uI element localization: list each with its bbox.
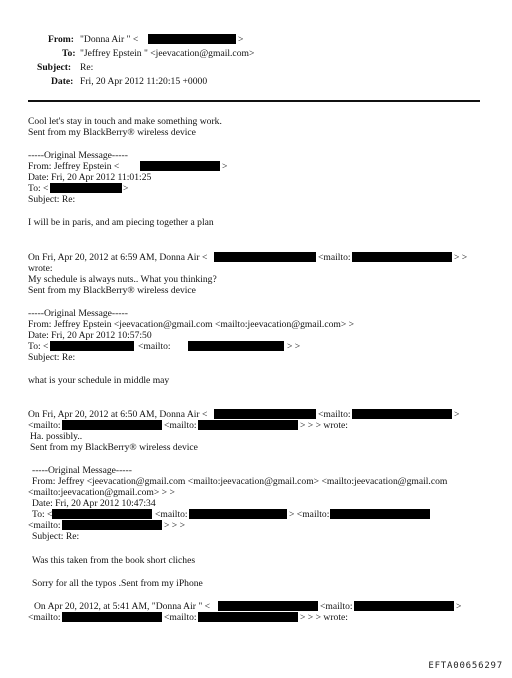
body-line: <mailto:: [138, 341, 171, 352]
body-line: Date: Fri, 20 Apr 2012 10:57:50: [28, 330, 152, 341]
body-line: I will be in paris, and am piecing together a plan: [28, 217, 214, 228]
body-line: On Fri, Apr 20, 2012 at 6:59 AM, Donna Air <: [28, 252, 208, 263]
body-line: <mailto:: [28, 612, 61, 623]
body-line: <mailto:: [28, 420, 61, 431]
body-line: <mailto:jeevacation@gmail.com> > >: [28, 487, 175, 498]
original-message-marker: -----Original Message-----: [28, 150, 128, 161]
body-line: Subject: Re:: [32, 531, 80, 542]
body-line: To: <: [32, 509, 53, 520]
redaction-box: [214, 252, 316, 262]
redaction-box: [140, 161, 220, 171]
date-label: Date:: [51, 76, 74, 87]
body-line: To: <: [28, 183, 49, 194]
original-message-marker: -----Original Message-----: [32, 465, 132, 476]
body-line: Subject: Re:: [28, 352, 76, 363]
redaction-box: [52, 509, 152, 519]
subject-value: Re:: [80, 62, 94, 73]
redaction-box: [214, 409, 316, 419]
body-line: From: Jeffrey Epstein <jeevacation@gmail.com <mailto:jeevacation@gmail.com> >: [28, 319, 355, 330]
redaction-box: [352, 409, 452, 419]
body-line: > > > wrote:: [300, 420, 348, 431]
body-line: Sent from my BlackBerry® wireless device: [28, 127, 196, 138]
body-line: Ha. possibly..: [30, 431, 83, 442]
body-line: <mailto:: [318, 252, 351, 263]
body-line: Cool let's stay in touch and make something work.: [28, 116, 222, 127]
body-line: Sorry for all the typos .Sent from my iPhone: [32, 578, 203, 589]
body-line: <mailto:: [320, 601, 353, 612]
body-line: wrote:: [28, 263, 53, 274]
from-label: From:: [48, 34, 74, 45]
redaction-box: [148, 34, 236, 44]
redaction-box: [198, 612, 298, 622]
redaction-box: [62, 520, 162, 530]
body-line: <mailto:: [28, 520, 61, 531]
body-line: > > >: [164, 520, 186, 531]
redaction-box: [330, 509, 430, 519]
from-value: "Donna Air " <: [80, 34, 139, 45]
redaction-box: [62, 612, 162, 622]
body-line: > > > wrote:: [300, 612, 348, 623]
redaction-box: [188, 341, 284, 351]
body-line: Date: Fri, 20 Apr 2012 10:47:34: [32, 498, 156, 509]
body-line: <mailto:: [155, 509, 188, 520]
redaction-box: [198, 420, 298, 430]
subject-label: Subject:: [37, 62, 72, 73]
redaction-box: [62, 420, 162, 430]
body-line: From: Jeffrey Epstein <: [28, 161, 120, 172]
body-line: From: Jeffrey <jeevacation@gmail.com <mailto:jeevacation@gmail.com> <mailto:jeevacation@gmail.com: [32, 476, 448, 487]
body-line: > <mailto:: [289, 509, 330, 520]
document-id: EFTA00656297: [428, 661, 503, 671]
to-value: "Jeffrey Epstein " <jeevacation@gmail.com>: [80, 48, 255, 59]
original-message-marker: -----Original Message-----: [28, 308, 128, 319]
redaction-box: [352, 252, 452, 262]
body-line: <mailto:: [318, 409, 351, 420]
body-line: what is your schedule in middle may: [28, 375, 170, 386]
header-divider: [28, 100, 480, 102]
redaction-box: [189, 509, 287, 519]
body-line: On Apr 20, 2012, at 5:41 AM, "Donna Air " <: [34, 601, 211, 612]
redaction-box: [218, 601, 318, 611]
body-line: Was this taken from the book short cliches: [32, 555, 196, 566]
body-line: Subject: Re:: [28, 194, 76, 205]
body-line: My schedule is always nuts.. What you thinking?: [28, 274, 217, 285]
redaction-box: [50, 341, 134, 351]
body-line: On Fri, Apr 20, 2012 at 6:50 AM, Donna Air <: [28, 409, 208, 420]
date-value: Fri, 20 Apr 2012 11:20:15 +0000: [80, 76, 208, 87]
body-line: Sent from my BlackBerry® wireless device: [30, 442, 198, 453]
body-line: Sent from my BlackBerry® wireless device: [28, 285, 196, 296]
to-label: To:: [62, 48, 76, 59]
body-line: Date: Fri, 20 Apr 2012 11:01:25: [28, 172, 152, 183]
body-line: <mailto:: [164, 612, 197, 623]
redaction-box: [50, 183, 122, 193]
redaction-box: [354, 601, 454, 611]
body-line: To: <: [28, 341, 49, 352]
body-line: <mailto:: [164, 420, 197, 431]
